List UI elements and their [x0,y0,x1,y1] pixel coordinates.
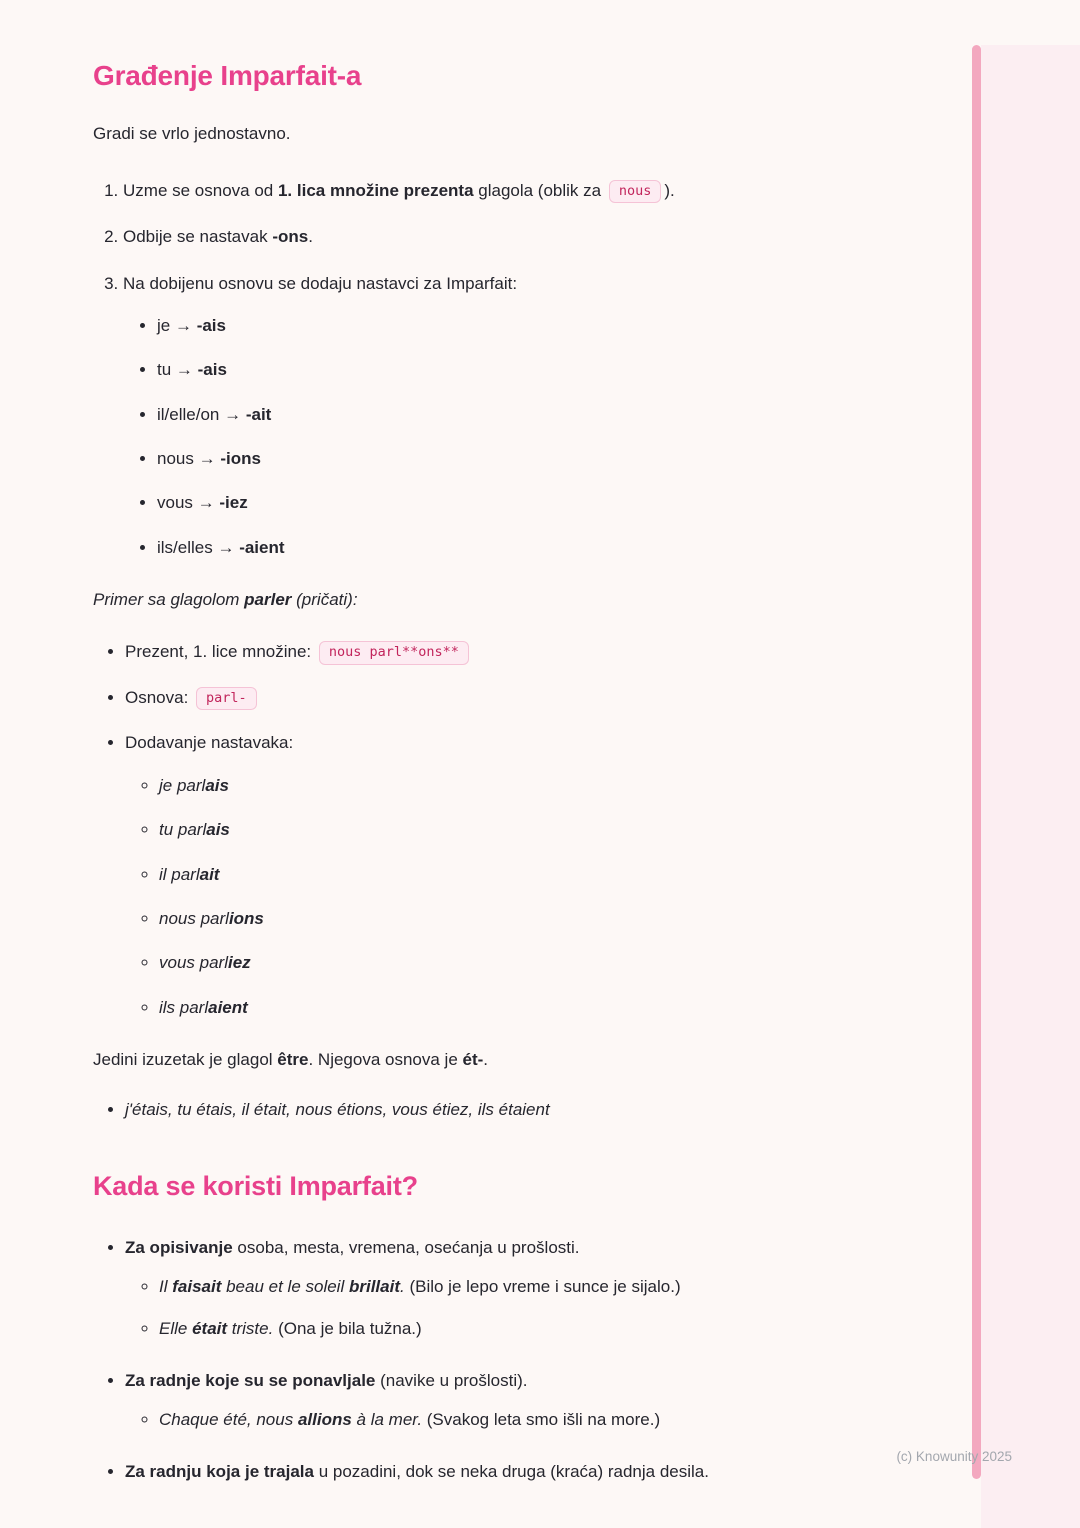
text-run: . [399,1276,405,1296]
conjugation-item [159,950,923,976]
usage-lead: Za opisivanje [125,1238,233,1258]
verb-base: nous parl [159,908,229,928]
conjugation-item [159,906,923,932]
bold-text: 1. lica množine prezenta [277,180,474,200]
conjugation-list [125,773,923,1021]
usage-rest: (navike u prošlosti). [375,1371,528,1391]
ending-item [157,313,923,339]
french-example-item [159,1274,923,1300]
bold-verb: faisait [172,1276,222,1296]
text-run: (pričati): [291,590,358,610]
heading-usage-imparfait: Kada se koristi Imparfait? [93,1170,418,1201]
text-run: Il [159,1276,173,1296]
translation-text: (Ona je bila tužna.) [273,1319,422,1339]
ending-suffix: -ais [196,315,226,335]
usage-examples-list [125,1274,923,1343]
text-run: Osnova: [125,687,194,707]
etre-example-list [93,1097,923,1123]
ending-suffix: -aient [239,537,285,557]
conjugation-item [159,773,923,799]
code-chip-present-form: nous parl**ons** [319,641,469,665]
conjugation-item [159,995,923,1021]
text-run: Uzme se osnova od [123,180,278,200]
text-run: Na dobijenu osnovu se dodaju nastavci za Imparfait: [123,273,518,293]
pronoun-text: vous → [157,493,220,513]
bold-verb: brillait [348,1276,400,1296]
step-item [123,271,923,561]
endings-list [123,313,923,561]
add-endings-item [125,730,923,1020]
example-intro [93,587,923,613]
stem-item [125,685,923,712]
page-margin-band [981,45,1080,1528]
pronoun-text: ils/elles → [157,537,240,557]
text-run: à la mer. [351,1409,423,1429]
text-run: Chaque été, nous [159,1409,298,1429]
text-run: Primer sa glagolom [93,590,245,610]
pronoun-text: nous → [157,449,221,468]
usage-rest: u pozadini, dok se neka druga (kraća) radnja desila. [313,1462,709,1482]
verb-ending: ait [199,864,220,884]
bold-text: ét- [462,1049,484,1069]
usage-examples-list [125,1407,923,1433]
ending-item [157,446,923,472]
text-run: . [483,1049,489,1069]
code-chip-stem: parl- [196,687,257,711]
verb-ending: aient [208,997,248,1017]
exception-paragraph [93,1047,923,1073]
pronoun-text: je → [157,315,197,335]
ending-suffix: -ions [220,449,261,468]
bold-verb: allions [297,1409,352,1429]
step-item [123,224,923,250]
verb-ending: iez [227,953,251,973]
italic-text: j'étais, tu étais, il était, nous étions, vous étiez, ils étaient [125,1100,550,1120]
verb-ending: ais [206,820,230,840]
usage-item [125,1235,923,1342]
french-text [159,1410,422,1429]
verb-base: vous parl [159,953,228,973]
verb-base: il parl [159,864,200,884]
french-example-item [159,1316,923,1342]
ending-suffix: -ait [245,404,272,424]
ending-suffix: -ais [197,360,227,380]
usage-lead: Za radnju koja je trajala [125,1462,314,1482]
text-run: beau et le soleil [221,1276,349,1296]
french-text [159,1277,405,1296]
step-item [123,178,923,205]
conjugated-form [159,909,264,928]
usage-item [125,1459,747,1485]
verb-ending: ions [228,908,264,928]
text-run: Prezent, 1. lice množine: [125,642,316,662]
conjugated-form [159,820,230,839]
text-run: Dodavanje nastavaka: [125,733,294,753]
pronoun-text: il/elle/on → [157,404,246,424]
translation-text: (Svakog leta smo išli na more.) [422,1409,661,1429]
verb-base: je parl [159,775,206,795]
verb-base: tu parl [159,820,207,840]
ending-item [157,402,923,428]
conjugated-form [159,865,219,884]
french-example-item [159,1407,923,1433]
usage-list [93,1235,923,1485]
french-text [159,1319,273,1338]
text-run: ). [664,180,675,200]
ending-item [157,490,923,516]
conjugated-form [159,998,248,1017]
usage-item [125,1368,923,1433]
usage-lead: Za radnje koje su se ponavljale [125,1371,376,1391]
parler-example-list [93,639,923,1021]
bold-text: parler [244,590,292,610]
ending-suffix: -iez [219,493,248,513]
building-steps-list [93,178,923,561]
conjugated-form [159,953,251,972]
watermark: (c) Knowunity 2025 [896,1449,1012,1465]
intro-paragraph: Gradi se vrlo jednostavno. [93,124,291,144]
text-run: . Njegova osnova je [308,1049,463,1069]
etre-example-item [125,1097,923,1123]
ending-item [157,535,923,561]
text-run: triste. [227,1319,274,1339]
heading-building-imparfait: Građenje Imparfait-a [93,60,362,91]
text-run: Jedini izuzetak je glagol [93,1049,278,1069]
page-margin-stripe [972,45,981,1479]
text-run: Odbije se nastavak [123,227,273,247]
bold-text: être [277,1049,309,1069]
conjugated-form [159,776,229,795]
code-chip-nous: nous [609,180,662,204]
text-run: glagola (oblik za [473,180,606,200]
pronoun-text: tu → [157,360,198,380]
italic-text [93,590,358,609]
usage-rest: osoba, mesta, vremena, osećanja u prošlosti. [232,1238,580,1258]
present-form-item [125,639,923,666]
document-content [93,54,923,1511]
text-run: . [308,227,313,247]
translation-text: (Bilo je lepo vreme i sunce je sijalo.) [404,1276,681,1296]
conjugation-item [159,862,923,888]
ending-item [157,357,923,383]
text-run: Elle [159,1319,193,1339]
conjugation-item [159,817,923,843]
verb-ending: ais [205,775,229,795]
verb-base: ils parl [159,997,209,1017]
bold-text: -ons [272,227,309,247]
bold-verb: était [192,1319,228,1339]
